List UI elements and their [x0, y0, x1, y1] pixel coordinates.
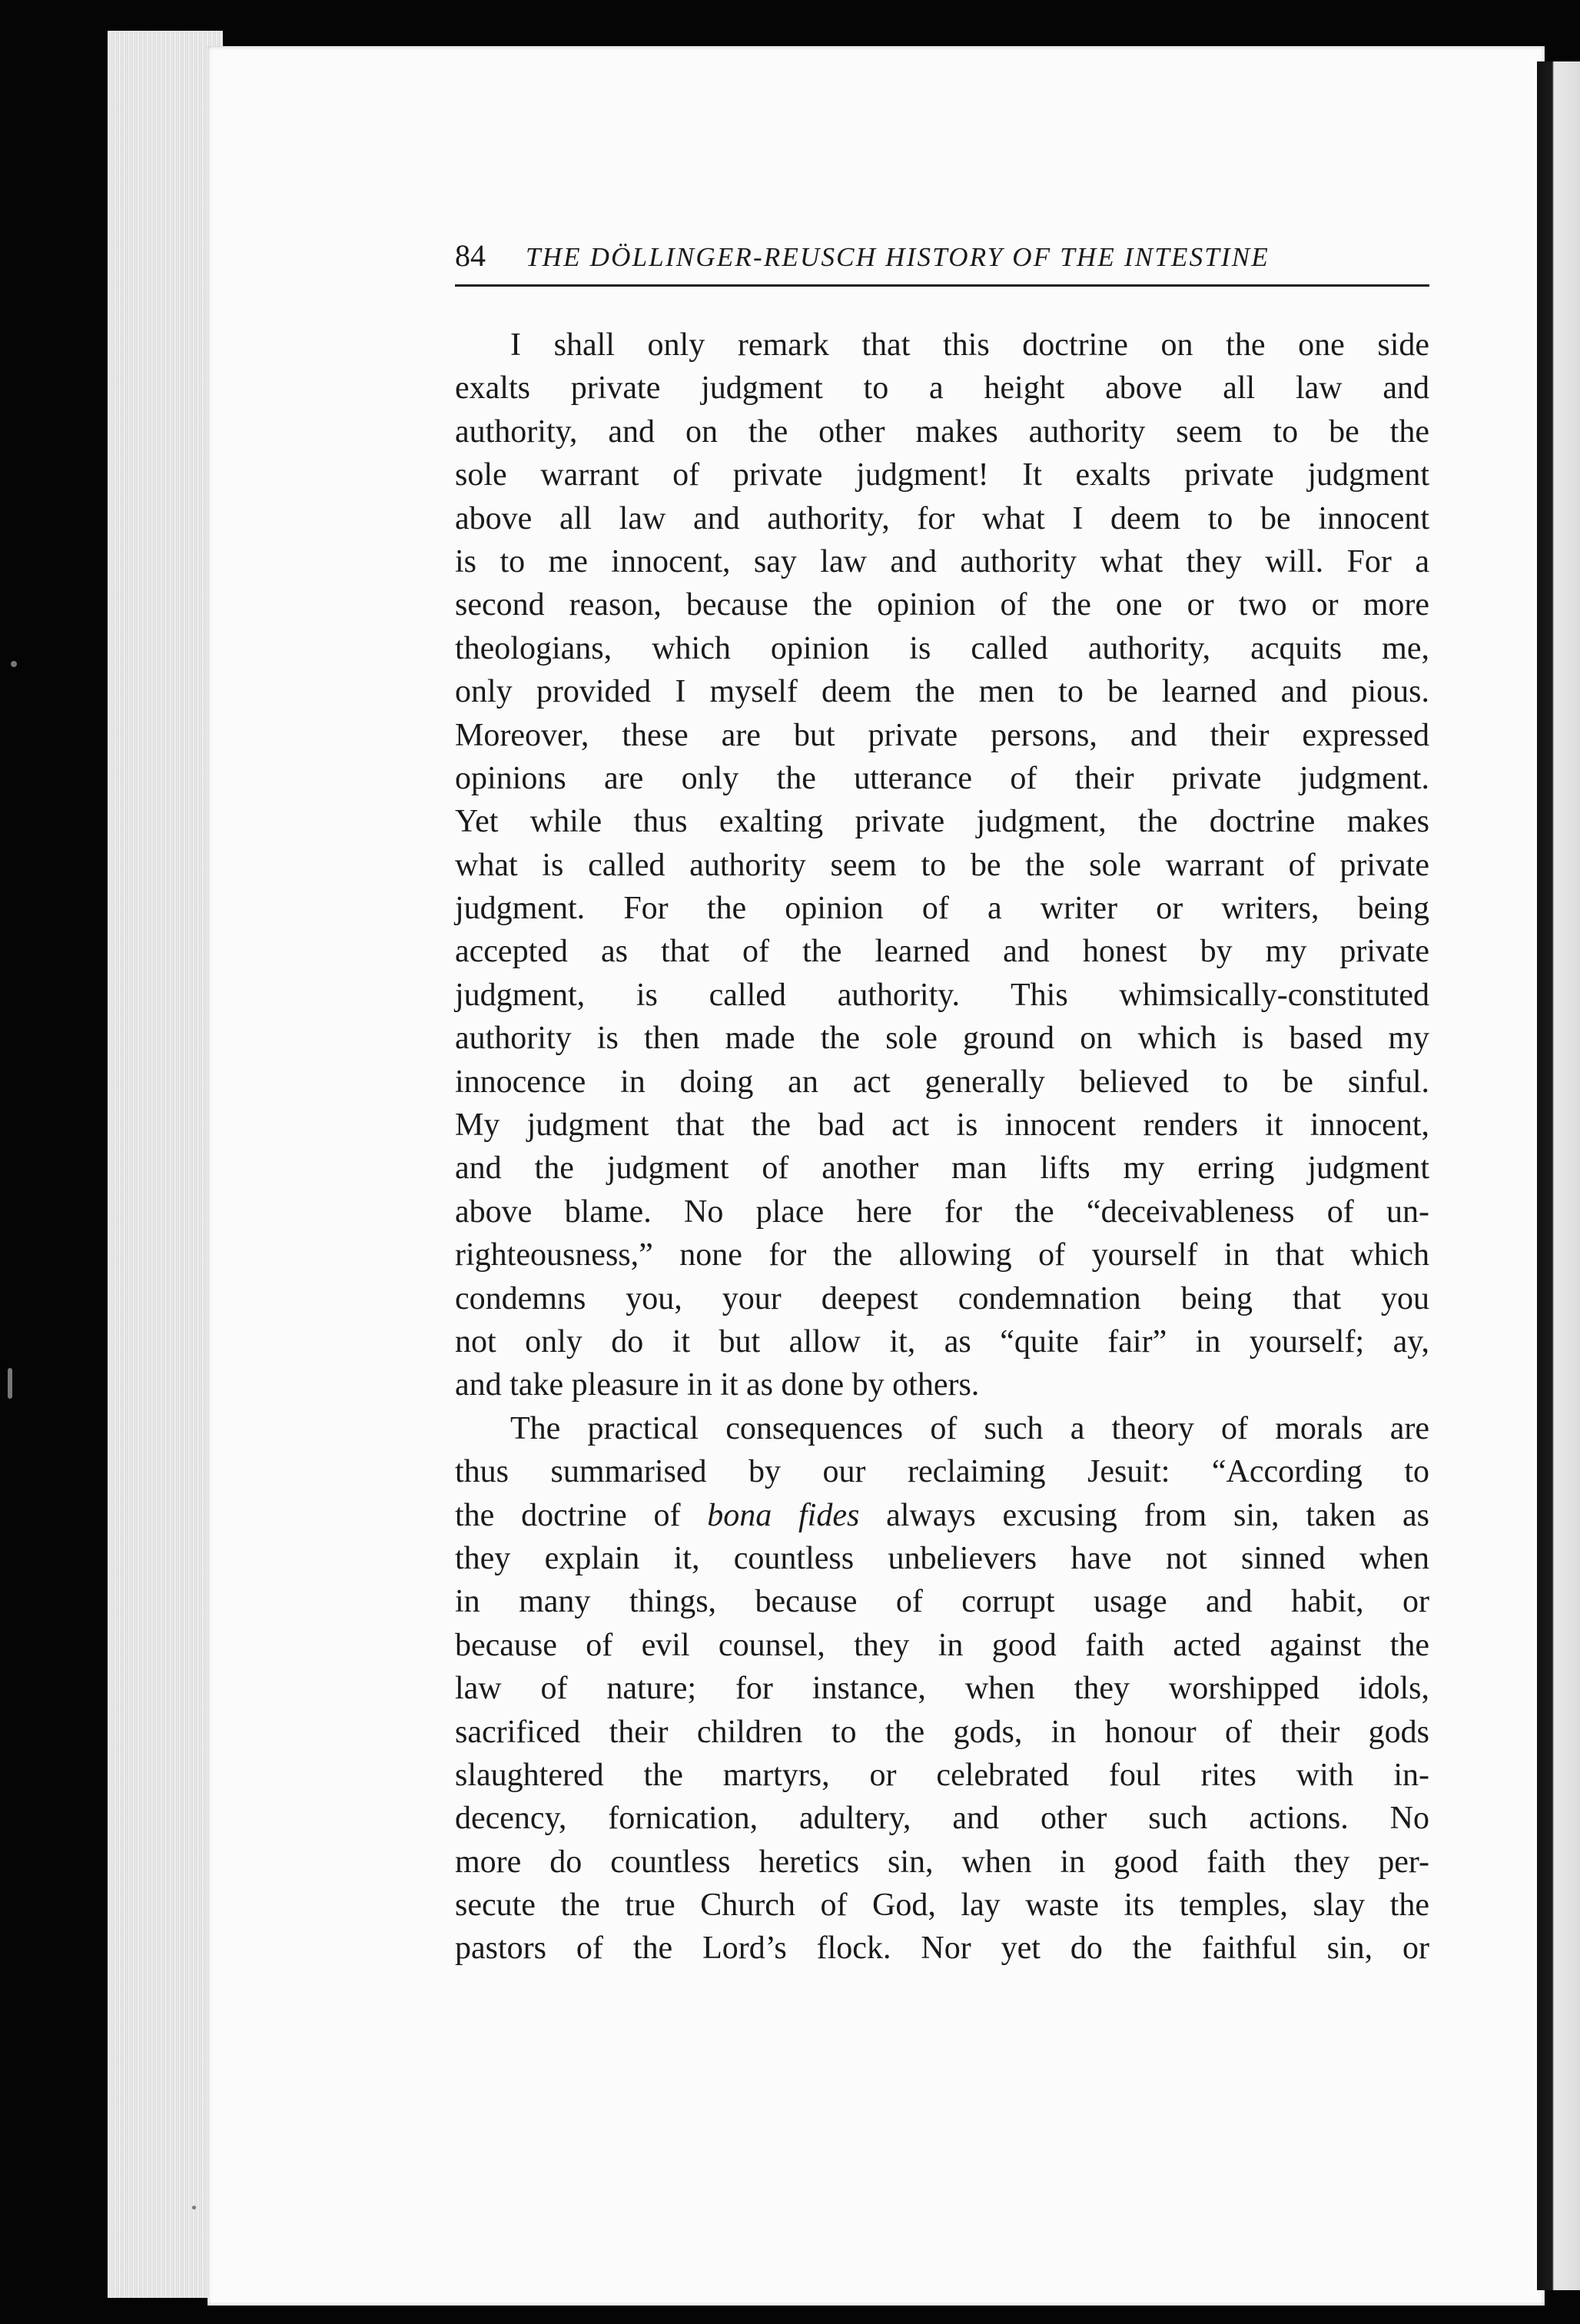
text-line: authority is then made the sole ground on which is based my: [455, 1021, 1429, 1057]
text-line: above all law and authority, for what I deem to be innocent: [455, 500, 1429, 536]
body-text: [455, 324, 1429, 1970]
text-line: second reason, because the opinion of the one or two or more: [455, 587, 1429, 623]
text-line: sacrificed their children to the gods, in honour of their gods: [455, 1714, 1429, 1750]
text-line: The practical consequences of such a theory of morals are: [510, 1410, 1429, 1446]
text-line: exalts private judgment to a height above all law and: [455, 370, 1429, 407]
text-line: authority, and on the other makes authority seem to be the: [455, 413, 1429, 450]
scan-speck: [11, 661, 17, 667]
text-line: and the judgment of another man lifts my erring judgment: [455, 1150, 1429, 1187]
text-line: law of nature; for instance, when they worshipped idols,: [455, 1671, 1429, 1707]
text-line: Moreover, these are but private persons, and their expressed: [455, 717, 1429, 753]
paragraph-2: [455, 1407, 1429, 1970]
text-line: condemns you, your deepest condemnation being that you: [455, 1280, 1429, 1316]
scan-speck: [192, 2206, 196, 2209]
running-head: THE DÖLLINGER-REUSCH HISTORY OF THE INTESTINE: [526, 242, 1270, 272]
text-line: pastors of the Lord’s flock. Nor yet do the faithful sin, or: [455, 1931, 1429, 1967]
text-line: slaughtered the martyrs, or celebrated foul rites with in-: [455, 1757, 1429, 1793]
text-line: only provided I myself deem the men to be learned and pious.: [455, 674, 1429, 710]
text-line: decency, fornication, adultery, and other such actions. No: [455, 1801, 1429, 1837]
text-line: they explain it, countless unbelievers have not sinned when: [455, 1540, 1429, 1576]
text-line: opinions are only the utterance of their private judgment.: [455, 760, 1429, 796]
text-line: what is called authority seem to be the sole warrant of private: [455, 847, 1429, 883]
text-line: My judgment that the bad act is innocent renders it innocent,: [455, 1107, 1429, 1144]
scan-speck: [8, 1368, 12, 1399]
text-line italic-phrase-line: the doctrine of bona fides always excusing from sin, taken as: [455, 1497, 1430, 1533]
text-line: above blame. No place here for the “deceivableness of un-: [455, 1194, 1429, 1230]
paragraph-1: [455, 324, 1429, 1407]
text-line: judgment, is called authority. This whimsically-constituted: [455, 977, 1429, 1013]
facing-page-edge: [1537, 61, 1580, 2290]
text-line: and take pleasure in it as done by others.: [455, 1367, 980, 1403]
text-line: is to me innocent, say law and authority what they will. For a: [455, 543, 1429, 579]
page-number: 84: [455, 238, 486, 273]
text-line: thus summarised by our reclaiming Jesuit: “According to: [455, 1454, 1429, 1490]
page-edges: [108, 31, 223, 2298]
text-line: in many things, because of corrupt usage and habit, or: [455, 1584, 1429, 1620]
text-line: Yet while thus exalting private judgment, the doctrine makes: [455, 804, 1429, 840]
text-line: theologians, which opinion is called authority, acquits me,: [455, 630, 1429, 666]
text-line: I shall only remark that this doctrine on the one side: [510, 327, 1429, 363]
text-line: more do countless heretics sin, when in good faith they per-: [455, 1844, 1429, 1880]
text-line: because of evil counsel, they in good faith acted against the: [455, 1627, 1429, 1663]
text-line: secute the true Church of God, lay waste its temples, slay the: [455, 1887, 1429, 1924]
text-line: not only do it but allow it, as “quite fair” in yourself; ay,: [455, 1323, 1429, 1360]
text-line: righteousness,” none for the allowing of yourself in that which: [455, 1237, 1429, 1273]
text-line: judgment. For the opinion of a writer or writers, being: [455, 891, 1429, 927]
page-header: [455, 237, 1429, 287]
text-line: innocence in doing an act generally believed to be sinful.: [455, 1064, 1429, 1100]
text-line: sole warrant of private judgment! It exalts private judgment: [455, 457, 1429, 493]
text-line: accepted as that of the learned and honest by my private: [455, 934, 1429, 970]
